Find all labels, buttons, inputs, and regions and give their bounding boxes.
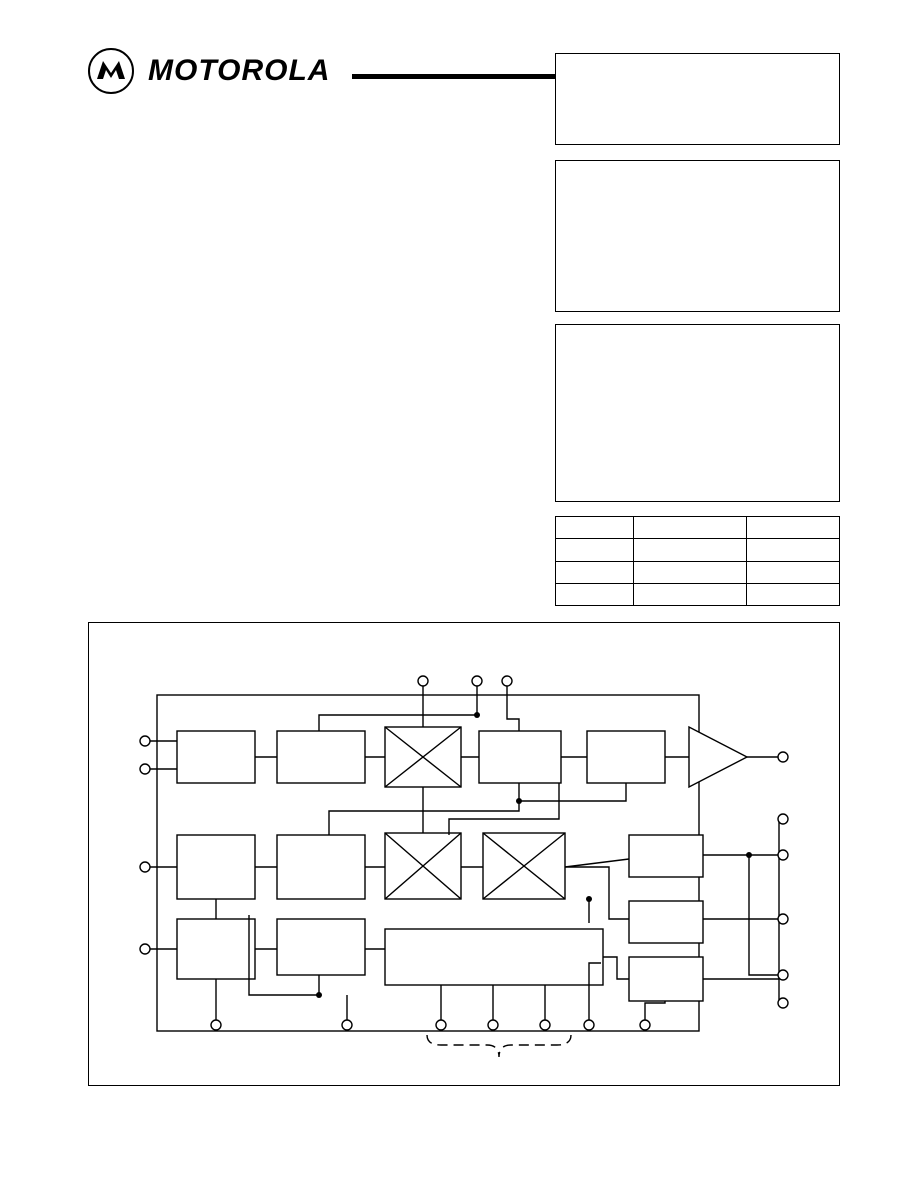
packages-box bbox=[555, 324, 840, 502]
diagram-block-3 bbox=[479, 731, 561, 783]
pin-bottom-2 bbox=[342, 1020, 352, 1030]
table-cell bbox=[633, 539, 747, 561]
table-cell bbox=[556, 561, 634, 583]
pin-left-3 bbox=[140, 862, 150, 872]
diagram-block-6 bbox=[277, 835, 365, 899]
pin-top-1 bbox=[418, 676, 428, 686]
features-box bbox=[555, 160, 840, 312]
diagram-block-4 bbox=[587, 731, 665, 783]
pin-right-1 bbox=[778, 752, 788, 762]
diagram-block-10 bbox=[385, 929, 603, 985]
wire bbox=[329, 783, 519, 835]
diagram-block-7 bbox=[629, 835, 703, 877]
diagram-block-8 bbox=[177, 919, 255, 979]
block-diagram bbox=[88, 622, 840, 1086]
diagram-block-2 bbox=[277, 731, 365, 783]
wire bbox=[565, 859, 629, 867]
table-cell bbox=[747, 583, 840, 605]
pin-bottom-4 bbox=[488, 1020, 498, 1030]
table-cell bbox=[633, 583, 747, 605]
pin-right-4 bbox=[778, 914, 788, 924]
diagram-amplifier bbox=[689, 727, 747, 787]
table-cell bbox=[747, 561, 840, 583]
wire bbox=[449, 783, 559, 835]
pin-right-6 bbox=[778, 998, 788, 1008]
pin-bottom-1 bbox=[211, 1020, 221, 1030]
motorola-logo bbox=[88, 48, 330, 94]
pin-top-3 bbox=[502, 676, 512, 686]
diagram-mixer-1 bbox=[385, 727, 461, 787]
table-cell bbox=[556, 583, 634, 605]
pin-left-2 bbox=[140, 764, 150, 774]
pin-right-3 bbox=[778, 850, 788, 860]
pin-bottom-5 bbox=[540, 1020, 550, 1030]
diagram-mixer-3 bbox=[483, 833, 565, 899]
diagram-block-12 bbox=[629, 957, 703, 1001]
motorola-wordmark: MOTOROLA bbox=[148, 54, 331, 87]
table-header-cell bbox=[556, 517, 634, 539]
diagram-block-9 bbox=[277, 919, 365, 975]
pin-bottom-6 bbox=[584, 1020, 594, 1030]
diagram-block-11 bbox=[629, 901, 703, 943]
pin-right-2 bbox=[778, 814, 788, 824]
table-cell bbox=[747, 539, 840, 561]
diagram-brace bbox=[427, 1035, 571, 1057]
pin-left-1 bbox=[140, 736, 150, 746]
wire bbox=[319, 685, 477, 731]
table-cell bbox=[633, 561, 747, 583]
pin-right-5 bbox=[778, 970, 788, 980]
table-header-cell bbox=[747, 517, 840, 539]
pin-top-2 bbox=[472, 676, 482, 686]
table-row bbox=[556, 583, 840, 605]
table-cell bbox=[556, 539, 634, 561]
table-header-cell bbox=[633, 517, 747, 539]
title-box bbox=[555, 53, 840, 145]
diagram-block-5 bbox=[177, 835, 255, 899]
pin-left-4 bbox=[140, 944, 150, 954]
wire bbox=[565, 867, 629, 919]
pin-bottom-3 bbox=[436, 1020, 446, 1030]
block-diagram-svg bbox=[89, 623, 839, 1085]
wire bbox=[519, 783, 626, 801]
table-row bbox=[556, 539, 840, 561]
wire bbox=[507, 685, 519, 731]
wire bbox=[603, 957, 629, 979]
ordering-information-table bbox=[555, 516, 840, 606]
wire bbox=[645, 1001, 665, 1021]
motorola-m-logo-icon bbox=[88, 48, 134, 94]
table-header-row bbox=[556, 517, 840, 539]
wire bbox=[749, 855, 779, 975]
table-row bbox=[556, 561, 840, 583]
diagram-mixer-2 bbox=[385, 833, 461, 899]
pin-bottom-7 bbox=[640, 1020, 650, 1030]
diagram-block-1 bbox=[177, 731, 255, 783]
header-rule bbox=[352, 74, 556, 79]
